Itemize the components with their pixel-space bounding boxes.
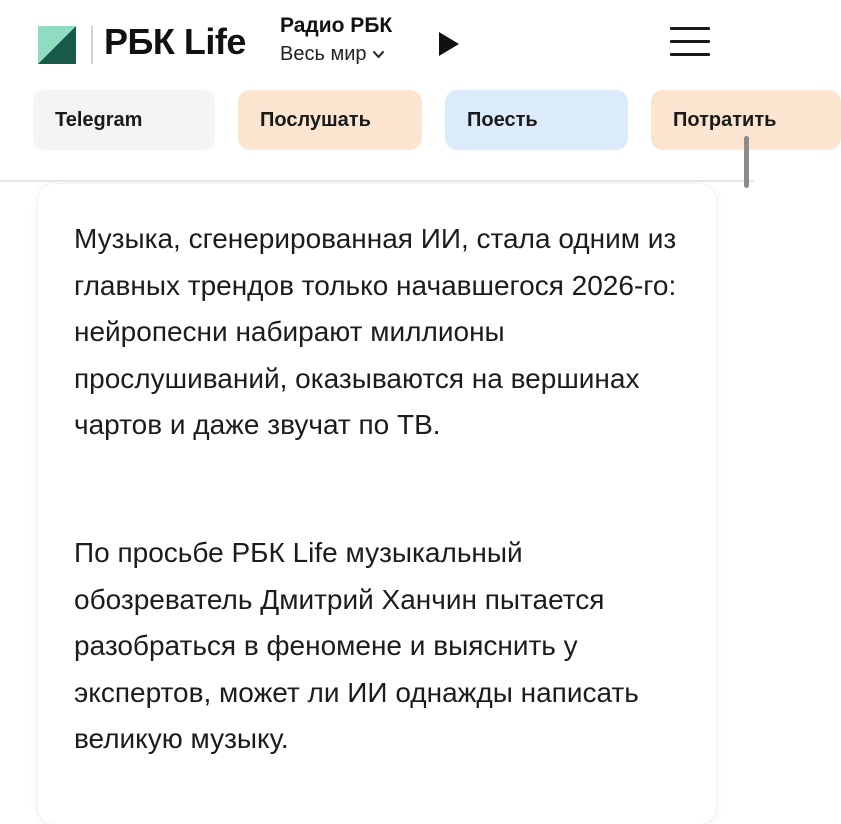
- logo-divider: [91, 26, 93, 64]
- chip-label: Поесть: [467, 108, 538, 131]
- article-paragraph: По просьбе РБК Life музыкальный обозреватель Дмитрий Ханчин пытается разобраться в феномене и выяснить у экспертов, может ли ИИ однажды написать великую музыку.: [74, 537, 639, 754]
- chip-listen[interactable]: [238, 90, 422, 150]
- radio-region-selector[interactable]: [280, 43, 430, 66]
- chip-label: Telegram: [55, 108, 143, 131]
- radio-widget[interactable]: [280, 14, 430, 66]
- chip-telegram[interactable]: [33, 90, 215, 150]
- rbc-logo-icon[interactable]: [38, 26, 76, 64]
- play-icon[interactable]: [434, 30, 462, 58]
- chevron-down-icon: [372, 48, 385, 61]
- header-divider: [0, 180, 754, 182]
- chip-label: Послушать: [260, 108, 371, 131]
- site-header: [0, 0, 754, 88]
- radio-region-label: Весь мир: [280, 43, 367, 65]
- chip-label: Потратить: [673, 108, 777, 131]
- category-chips: [0, 90, 777, 150]
- chip-eat[interactable]: [445, 90, 628, 150]
- site-logo-text[interactable]: РБК Life: [104, 21, 246, 62]
- hamburger-menu-icon[interactable]: [670, 27, 710, 61]
- radio-title: Радио РБК: [280, 14, 393, 37]
- scrollbar[interactable]: [744, 136, 749, 188]
- article-paragraph: Музыка, сгенерированная ИИ, стала одним из главных трендов только начавшегося 2026-го: нейропесни набирают миллионы прослушиваний, оказываются на вершинах чартов и даже звучат по ТВ.: [74, 223, 677, 440]
- article-lead-card: [38, 184, 716, 824]
